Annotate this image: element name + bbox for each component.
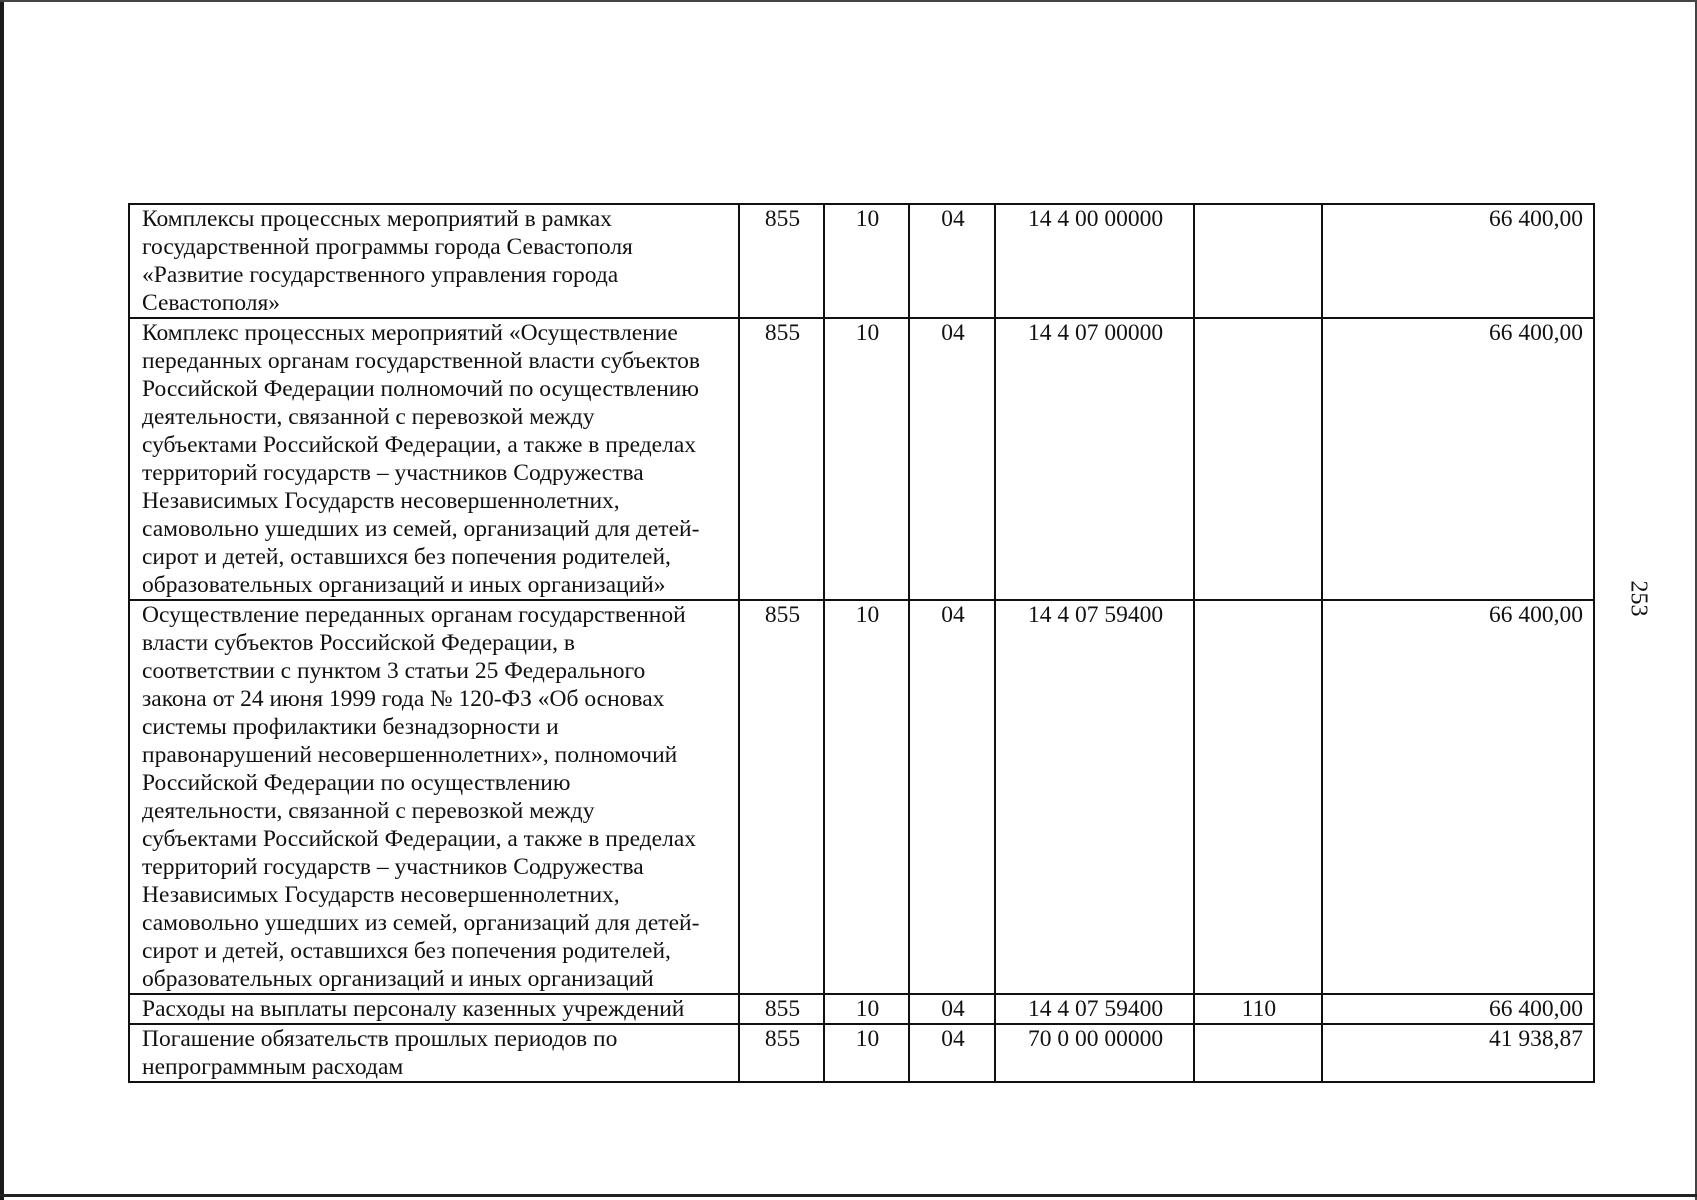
target-article-code: 14 4 07 00000 <box>995 318 1194 600</box>
scan-edge-bottom <box>0 1194 1697 1197</box>
table-row <box>129 204 1594 318</box>
expense-name: Комплекс процессных мероприятий «Осуществление переданных органам государственной власти субъектов Российской Федерации полномочий по осуществлению деятельности, связанной с перевозкой между субъектами Российской Федерации, а также в пределах территорий государств – участников Содружества Независимых Государств несовершеннолетних, самовольно ушедших из семей, организаций для детей- сирот и детей, оставшихся без попечения родителей, образовательных организаций и иных организаций» <box>129 318 739 600</box>
expense-name: Расходы на выплаты персоналу казенных учреждений <box>129 994 739 1024</box>
amount: 66 400,00 <box>1322 994 1594 1024</box>
table-row <box>129 600 1594 994</box>
subsection-code: 04 <box>909 1024 995 1082</box>
table-row <box>129 1024 1594 1082</box>
expense-type-code <box>1194 318 1322 600</box>
grbs-code: 855 <box>739 204 824 318</box>
expense-type-code: 110 <box>1194 994 1322 1024</box>
expense-name: Комплексы процессных мероприятий в рамках государственной программы города Севастополя «Развитие государственного управления города Севастополя» <box>129 204 739 318</box>
page-number: 253 <box>1625 580 1652 617</box>
target-article-code: 14 4 07 59400 <box>995 600 1194 994</box>
scan-edge-top <box>0 0 1697 2</box>
section-code: 10 <box>824 994 909 1024</box>
section-code: 10 <box>824 1024 909 1082</box>
table-row <box>129 318 1594 600</box>
grbs-code: 855 <box>739 994 824 1024</box>
section-code: 10 <box>824 204 909 318</box>
expense-name: Погашение обязательств прошлых периодов по непрограммным расходам <box>129 1024 739 1082</box>
scan-edge-left <box>0 0 4 1200</box>
target-article-code: 70 0 00 00000 <box>995 1024 1194 1082</box>
amount: 66 400,00 <box>1322 318 1594 600</box>
target-article-code: 14 4 07 59400 <box>995 994 1194 1024</box>
amount: 41 938,87 <box>1322 1024 1594 1082</box>
table-row <box>129 994 1594 1024</box>
amount: 66 400,00 <box>1322 600 1594 994</box>
grbs-code: 855 <box>739 318 824 600</box>
amount: 66 400,00 <box>1322 204 1594 318</box>
grbs-code: 855 <box>739 600 824 994</box>
expense-type-code <box>1194 204 1322 318</box>
expense-type-code <box>1194 600 1322 994</box>
target-article-code: 14 4 00 00000 <box>995 204 1194 318</box>
section-code: 10 <box>824 318 909 600</box>
subsection-code: 04 <box>909 318 995 600</box>
subsection-code: 04 <box>909 204 995 318</box>
subsection-code: 04 <box>909 994 995 1024</box>
expense-type-code <box>1194 1024 1322 1082</box>
budget-table <box>128 203 1595 1083</box>
expense-name: Осуществление переданных органам государственной власти субъектов Российской Федерации, в соответствии с пунктом 3 статьи 25 Федерального закона от 24 июня 1999 года № 120-ФЗ «Об основах системы профилактики безнадзорности и правонарушений несовершеннолетних», полномочий Российской Федерации по осуществлению деятельности, связанной с перевозкой между субъектами Российской Федерации, а также в пределах территорий государств – участников Содружества Независимых Государств несовершеннолетних, самовольно ушедших из семей, организаций для детей- сирот и детей, оставшихся без попечения родителей, образовательных организаций и иных организаций <box>129 600 739 994</box>
grbs-code: 855 <box>739 1024 824 1082</box>
section-code: 10 <box>824 600 909 994</box>
subsection-code: 04 <box>909 600 995 994</box>
